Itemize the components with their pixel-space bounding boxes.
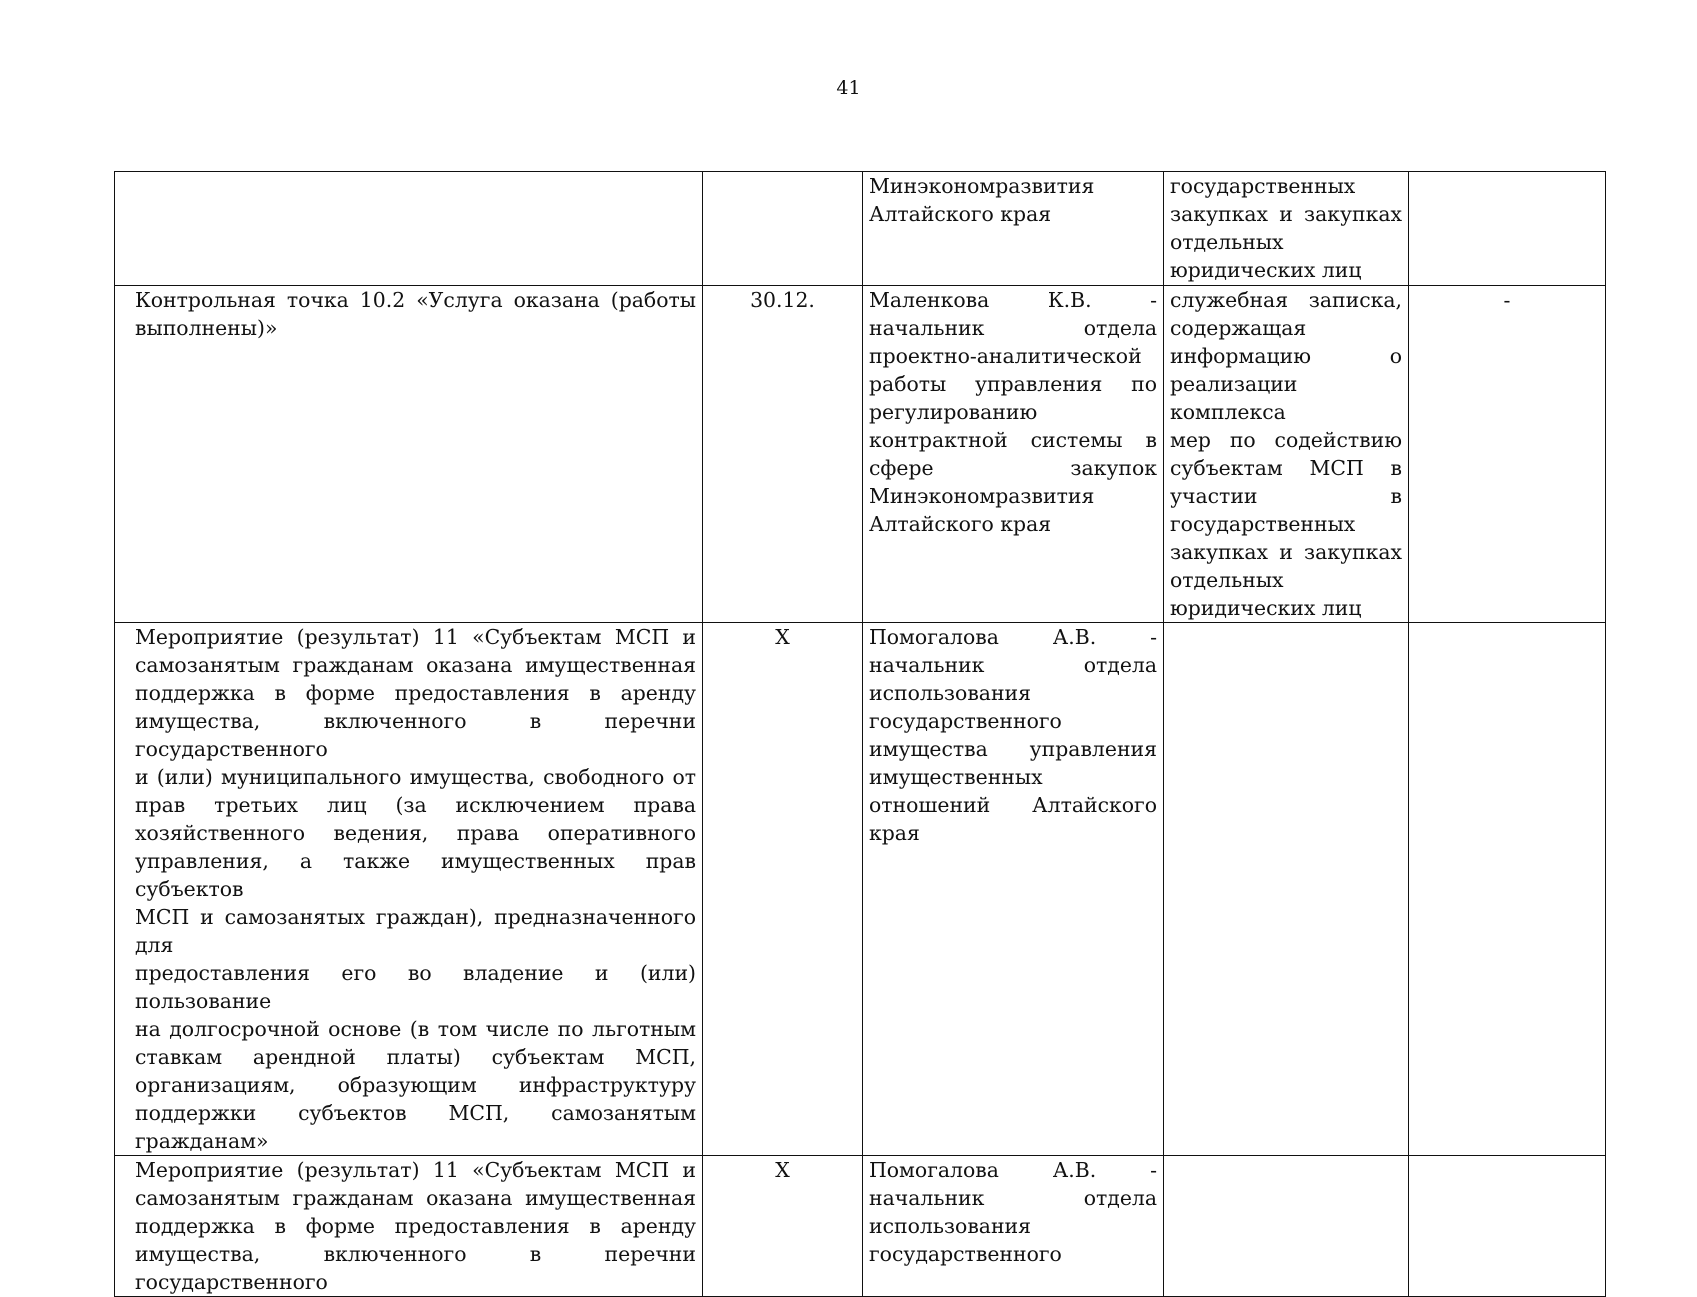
cell-line: отдельных — [1170, 568, 1284, 592]
page-number: 41 — [836, 77, 861, 99]
deadline-cell — [703, 172, 863, 286]
cell-line: контрактной системы в — [869, 428, 1157, 452]
cell-line: Минэкономразвития — [869, 174, 1095, 198]
info-system-cell — [1409, 1156, 1606, 1297]
cell-line: края — [869, 821, 920, 845]
cell-line: субъектам МСП в — [1170, 456, 1402, 480]
document-cell — [1164, 286, 1409, 623]
event-cell — [115, 623, 703, 1156]
cell-line: хозяйственного ведения, права оперативного — [135, 821, 696, 845]
cell-line: юридических лиц — [1170, 596, 1362, 620]
cell-line: государственного — [869, 709, 1062, 733]
cell-line: мер по содействию — [1170, 428, 1402, 452]
cell-line: проектно-аналитической — [869, 344, 1142, 368]
table-row — [115, 1156, 1606, 1297]
cell-line: выполнены)» — [135, 316, 278, 340]
cell-line: сфере закупок — [869, 456, 1157, 480]
cell-line: реализации комплекса — [1170, 372, 1298, 424]
cell-line: отдельных — [1170, 230, 1284, 254]
cell-line: информацию о — [1170, 344, 1402, 368]
cell-line: работы управления по — [869, 372, 1157, 396]
cell-line: Алтайского края — [869, 512, 1052, 536]
info-system-cell — [1409, 623, 1606, 1156]
info-system-cell — [1409, 172, 1606, 286]
deadline-cell: Х — [703, 1156, 863, 1297]
cell-line: служебная записка, — [1170, 288, 1402, 312]
cell-line: Мероприятие (результат) 11 «Субъектам МСП и — [135, 625, 696, 649]
table-row — [115, 286, 1606, 623]
event-cell — [115, 172, 703, 286]
event-cell — [115, 1156, 703, 1297]
deadline-cell: Х — [703, 623, 863, 1156]
info-system-cell: - — [1409, 286, 1606, 623]
cell-line: прав третьих лиц (за исключением права — [135, 793, 696, 817]
document-cell — [1164, 172, 1409, 286]
cell-line: использования — [869, 1214, 1032, 1238]
cell-line: использования — [869, 681, 1032, 705]
cell-line: самозанятым гражданам оказана имущественная — [135, 653, 696, 677]
cell-line: имущественных — [869, 765, 1043, 789]
cell-line: организациям, образующим инфраструктуру — [135, 1073, 696, 1097]
cell-line: Помогалова А.В. - — [869, 625, 1157, 649]
document-cell — [1164, 623, 1409, 1156]
cell-line: Контрольная точка 10.2 «Услуга оказана (работы — [135, 288, 696, 312]
cell-line: имущества, включенного в перечни государственного — [135, 1242, 696, 1294]
cell-line: начальник отдела — [869, 316, 1157, 340]
cell-line: юридических лиц — [1170, 258, 1362, 282]
event-cell — [115, 286, 703, 623]
cell-line: государственных — [1170, 512, 1356, 536]
cell-line: на долгосрочной основе (в том числе по льготным — [135, 1017, 696, 1041]
cell-line: отношений Алтайского — [869, 793, 1157, 817]
cell-line: поддержка в форме предоставления в аренду — [135, 681, 696, 705]
cell-line: поддержка в форме предоставления в аренду — [135, 1214, 696, 1238]
table-row — [115, 172, 1606, 286]
responsible-cell — [863, 623, 1164, 1156]
table-row — [115, 623, 1606, 1156]
cell-line: содержащая — [1170, 316, 1307, 340]
responsible-cell — [863, 172, 1164, 286]
cell-line: государственного — [869, 1242, 1062, 1266]
cell-line: ставкам арендной платы) субъектам МСП, — [135, 1045, 696, 1069]
document-cell — [1164, 1156, 1409, 1297]
cell-line: начальник отдела — [869, 1186, 1157, 1210]
cell-line: поддержки субъектов МСП, самозанятым гражданам» — [135, 1101, 696, 1153]
cell-line: имущества управления — [869, 737, 1157, 761]
cell-line: начальник отдела — [869, 653, 1157, 677]
cell-line: Помогалова А.В. - — [869, 1158, 1157, 1182]
cell-line: закупках и закупках — [1170, 202, 1402, 226]
cell-line: Маленкова К.В. - — [869, 288, 1157, 312]
cell-line: государственных — [1170, 174, 1356, 198]
cell-line: Алтайского края — [869, 202, 1052, 226]
cell-line: МСП и самозанятых граждан), предназначенного для — [135, 905, 696, 957]
responsible-cell — [863, 286, 1164, 623]
cell-line: участии в — [1170, 484, 1402, 508]
cell-line: регулированию — [869, 400, 1038, 424]
cell-line: управления, а также имущественных прав субъектов — [135, 849, 696, 901]
plan-table — [114, 171, 1606, 1297]
responsible-cell — [863, 1156, 1164, 1297]
cell-line: Мероприятие (результат) 11 «Субъектам МСП и — [135, 1158, 696, 1182]
cell-line: Минэкономразвития — [869, 484, 1095, 508]
cell-line: самозанятым гражданам оказана имущественная — [135, 1186, 696, 1210]
cell-line: и (или) муниципального имущества, свободного от — [135, 765, 696, 789]
cell-line: предоставления его во владение и (или) пользование — [135, 961, 696, 1013]
deadline-cell: 30.12. — [703, 286, 863, 623]
cell-line: имущества, включенного в перечни государственного — [135, 709, 696, 761]
cell-line: закупках и закупках — [1170, 540, 1402, 564]
